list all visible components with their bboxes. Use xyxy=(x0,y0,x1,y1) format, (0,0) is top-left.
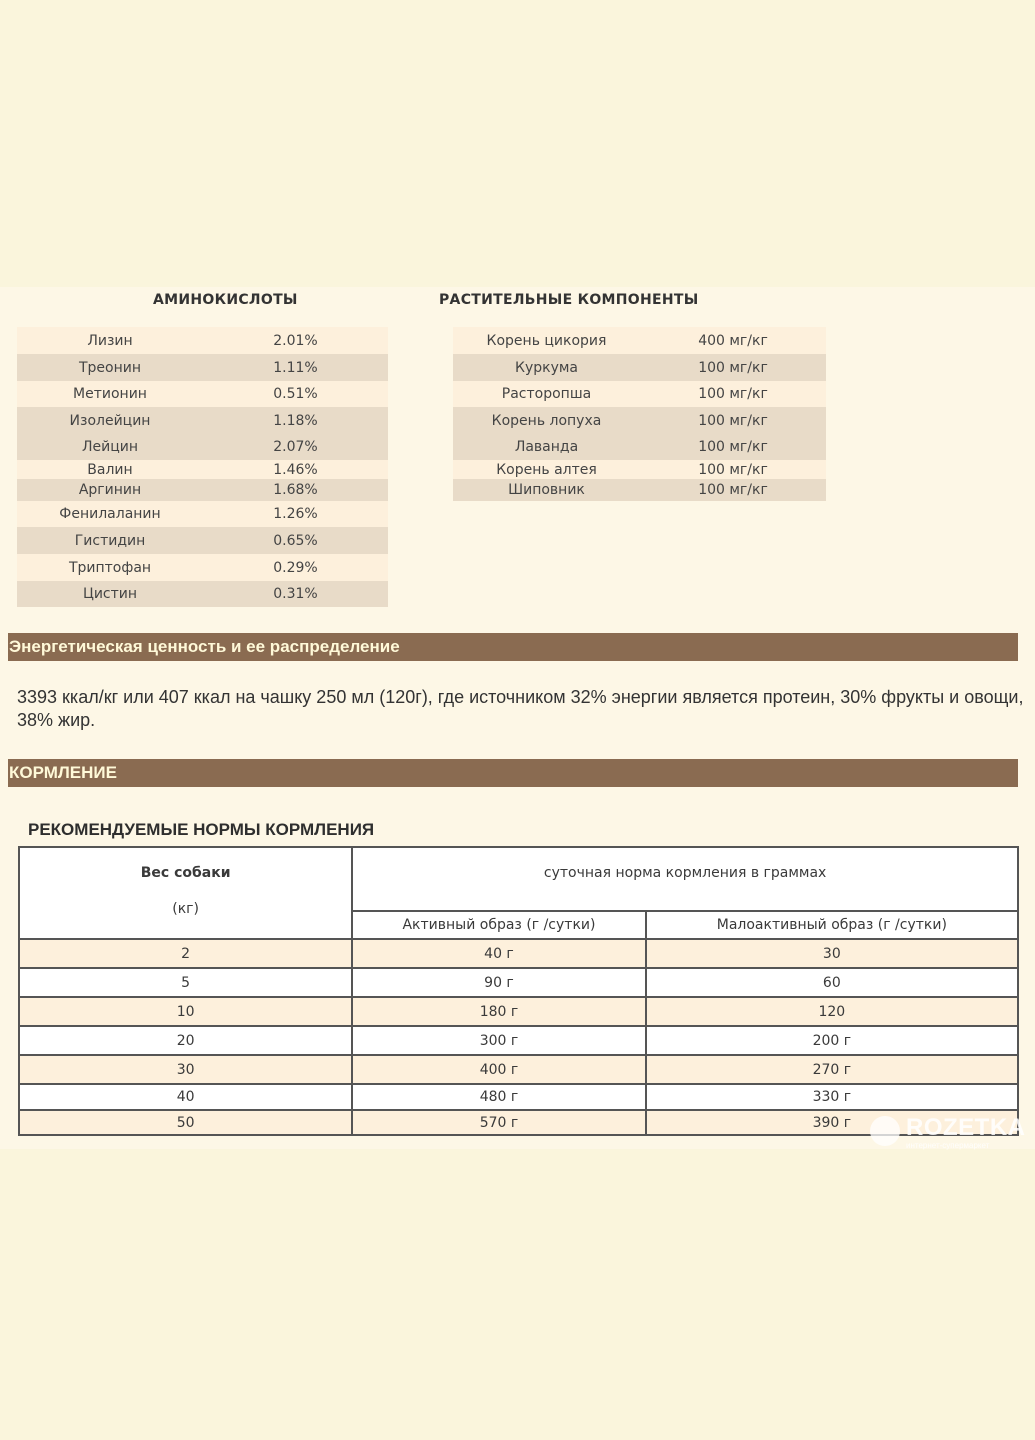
weight-header-unit: (кг) xyxy=(172,901,199,917)
table-row: 50 570 г 390 г xyxy=(19,1110,1018,1135)
table-row: Триптофан 0.29% xyxy=(17,554,388,581)
table-row: Метионин 0.51% xyxy=(17,381,388,407)
feeding-table-title: РЕКОМЕНДУЕМЫЕ НОРМЫ КОРМЛЕНИЯ xyxy=(28,820,375,839)
table-row: Треонин 1.11% xyxy=(17,354,388,381)
table-row: Лизин 2.01% xyxy=(17,327,388,354)
feeding-table xyxy=(18,846,1019,1136)
watermark-subtitle: интернет-супермаркет xyxy=(906,1141,990,1150)
table-row: Аргинин 1.68% xyxy=(17,479,388,501)
table-row: Лаванда 100 мг/кг xyxy=(453,434,826,460)
table-row: Корень цикория 400 мг/кг xyxy=(453,327,826,354)
table-row: Цистин 0.31% xyxy=(17,581,388,607)
weight-header-label: Вес собаки xyxy=(140,865,231,881)
table-row: Валин 1.46% xyxy=(17,460,388,479)
amino-table xyxy=(17,327,388,607)
table-row: Корень алтея 100 мг/кг xyxy=(453,460,826,479)
table-row: 5 90 г 60 xyxy=(19,968,1018,997)
table-row: Фенилаланин 1.26% xyxy=(17,501,388,527)
feeding-header-row xyxy=(19,847,1018,911)
table-row: Расторопша 100 мг/кг xyxy=(453,381,826,407)
feeding-heading: КОРМЛЕНИЕ xyxy=(8,759,1018,787)
energy-heading: Энергетическая ценность и ее распределение xyxy=(8,633,1018,661)
table-row: Корень лопуха 100 мг/кг xyxy=(453,407,826,434)
daily-norm-header: суточная норма кормления в граммах xyxy=(352,847,1018,911)
watermark-brand: ROZETKA xyxy=(906,1114,1026,1141)
energy-text: 3393 ккал/кг или 407 ккал на чашку 250 мл (120г), где источником 32% энергии является протеин, 30% фрукты и овощи, 38% жир. xyxy=(17,687,1024,730)
weight-header xyxy=(19,847,352,939)
plants-title: РАСТИТЕЛЬНЫЕ КОМПОНЕНТЫ xyxy=(439,292,699,308)
rozetka-logo-icon xyxy=(870,1116,900,1146)
low-activity-header: Малоактивный образ (г /сутки) xyxy=(646,911,1018,939)
rozetka-watermark xyxy=(870,1112,1035,1152)
table-row: 40 480 г 330 г xyxy=(19,1084,1018,1110)
table-row: Изолейцин 1.18% xyxy=(17,407,388,434)
table-row: Куркума 100 мг/кг xyxy=(453,354,826,381)
table-row: Гистидин 0.65% xyxy=(17,527,388,554)
table-row: 20 300 г 200 г xyxy=(19,1026,1018,1055)
amino-title: АМИНОКИСЛОТЫ xyxy=(153,292,298,308)
table-row: 2 40 г 30 xyxy=(19,939,1018,968)
table-row: 30 400 г 270 г xyxy=(19,1055,1018,1084)
table-row: Лейцин 2.07% xyxy=(17,434,388,460)
table-row: Шиповник 100 мг/кг xyxy=(453,479,826,501)
plants-table xyxy=(453,327,826,501)
active-header: Активный образ (г /сутки) xyxy=(352,911,645,939)
table-row: 10 180 г 120 xyxy=(19,997,1018,1026)
